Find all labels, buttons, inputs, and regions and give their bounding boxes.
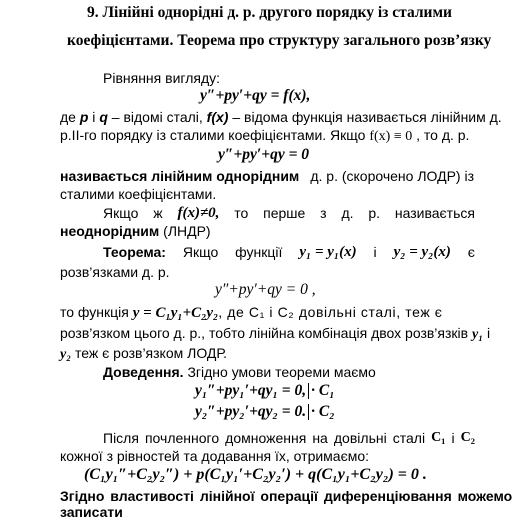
multiplier-c2: · C₂	[311, 403, 335, 420]
word: перше	[263, 205, 306, 221]
equation-lndr: y″+py′+qy = f(x),	[200, 87, 311, 104]
section-title-line1: 9. Лінійні однорідні д. р. другого порядку із сталими	[87, 4, 452, 21]
constant-c2: C₂	[460, 430, 475, 445]
proof-equation-3: (C₁y₁″+C₂y₂″) + p(C₁y₁′+C₂y₂′) + q(C₁y₁+C₂y₂) = 0 .	[84, 466, 427, 483]
word: і	[373, 244, 377, 260]
definition-line-2	[60, 127, 469, 145]
proof-line-4: Згідно властивості лінійної операції диференціювання можемо	[60, 488, 513, 504]
word: називається	[394, 205, 475, 221]
word: і	[451, 430, 455, 446]
vertical-bar	[308, 404, 309, 420]
text-fragment: то функція	[60, 304, 133, 320]
word: сталі	[392, 430, 426, 446]
text-fragment: теж є розв’язком ЛОДР.	[71, 345, 227, 361]
text-fragment: р.ІІ-го порядку із сталими коефіцієнтами. Якщо	[60, 127, 370, 143]
text-fragment: – відома функція називається лінійним д.	[228, 109, 502, 125]
word: д.	[341, 205, 354, 221]
word: з	[320, 205, 327, 221]
theorem-line-5	[60, 325, 490, 343]
proof-equation-1	[195, 383, 335, 399]
proof-label: Доведення.	[103, 364, 184, 380]
theorem-line-2: розв’язками д. р.	[60, 264, 170, 280]
equation-y2: y₂″+py₂′+qy₂ = 0.	[195, 403, 307, 420]
word: довільні	[333, 430, 387, 446]
word: Якщо	[182, 244, 219, 260]
word: то	[234, 205, 249, 221]
text-line: сталими коефіцієнтами.	[60, 186, 217, 202]
symbol-fx: f(x)	[206, 109, 229, 125]
symbol-y2: y₂	[60, 347, 72, 362]
proof-line-3: кожної з рівностей та додавання їх, отримаємо:	[60, 448, 370, 464]
function-y2: y₂ = y₂(x)	[393, 244, 451, 260]
word: р.	[368, 205, 381, 221]
text-fragment: і	[88, 109, 100, 125]
text-fragment: – відомі сталі,	[107, 109, 207, 125]
vertical-bar	[308, 383, 309, 399]
theorem-line-6	[60, 345, 227, 363]
word: функції	[235, 244, 283, 260]
equation-y1: y₁″+py₁′+qy₁ = 0,	[195, 382, 307, 399]
term-lndr: неоднорідним	[60, 223, 160, 239]
word: Якщо	[103, 205, 139, 221]
lndr-definition-line	[103, 205, 475, 221]
section-title-line2: коефіцієнтами. Теорема про структуру загального розв’язку	[67, 32, 492, 49]
condition-fx-nonzero: f(x)≠0,	[177, 205, 220, 221]
multiplier-c1: · C₁	[311, 382, 335, 399]
word: домноження	[225, 430, 307, 446]
proof-line-5: записати	[60, 504, 123, 520]
symbol-p: p	[79, 109, 89, 125]
proof-line-2	[103, 430, 475, 446]
equation-lodr: y″+py′+qy = 0	[218, 146, 310, 163]
word: на	[312, 430, 328, 446]
proof-equation-2	[195, 404, 335, 420]
text-fragment: д. р. (скорочено ЛОДР) із	[310, 168, 474, 184]
condition-fx-zero: f(x) ≡ 0	[369, 129, 413, 144]
word: Після	[103, 430, 139, 446]
lodr-definition-line	[60, 168, 474, 184]
proof-line-1	[103, 364, 376, 380]
theorem-line-4	[60, 304, 443, 321]
term-lodr: називається лінійним однорідним	[60, 168, 300, 184]
theorem-equation: y″+py′+qy = 0 ,	[215, 281, 316, 298]
definition-line	[60, 109, 502, 125]
text-fragment: Згідно умови теореми маємо	[183, 364, 376, 380]
word: почленного	[144, 430, 220, 446]
text-fragment: розв’язком цього д. р., тобто лінійна комбінація двох розв’язків	[60, 325, 472, 341]
word: є	[467, 244, 475, 260]
text-fragment: де	[60, 109, 80, 125]
theorem-line-1	[103, 244, 475, 260]
text-fragment: і	[483, 325, 491, 341]
text-fragment: , то д. р.	[412, 127, 470, 143]
symbol-q: q	[99, 109, 108, 125]
text-fragment: , де C₁ і C₂ довільні сталі, теж є	[218, 304, 443, 320]
intro-text: Рівняння вигляду:	[103, 70, 220, 86]
text-fragment: (ЛНДР)	[159, 223, 211, 239]
constant-c1: C₁	[431, 430, 446, 445]
word: ж	[153, 205, 163, 221]
lndr-line	[60, 223, 211, 239]
symbol-y1: y₁	[471, 327, 484, 342]
theorem-label: Теорема:	[103, 244, 166, 260]
function-y1: y₁ = y₁(x)	[299, 244, 357, 260]
linear-combination: y = C₁y₁+C₂y₂	[132, 305, 219, 321]
